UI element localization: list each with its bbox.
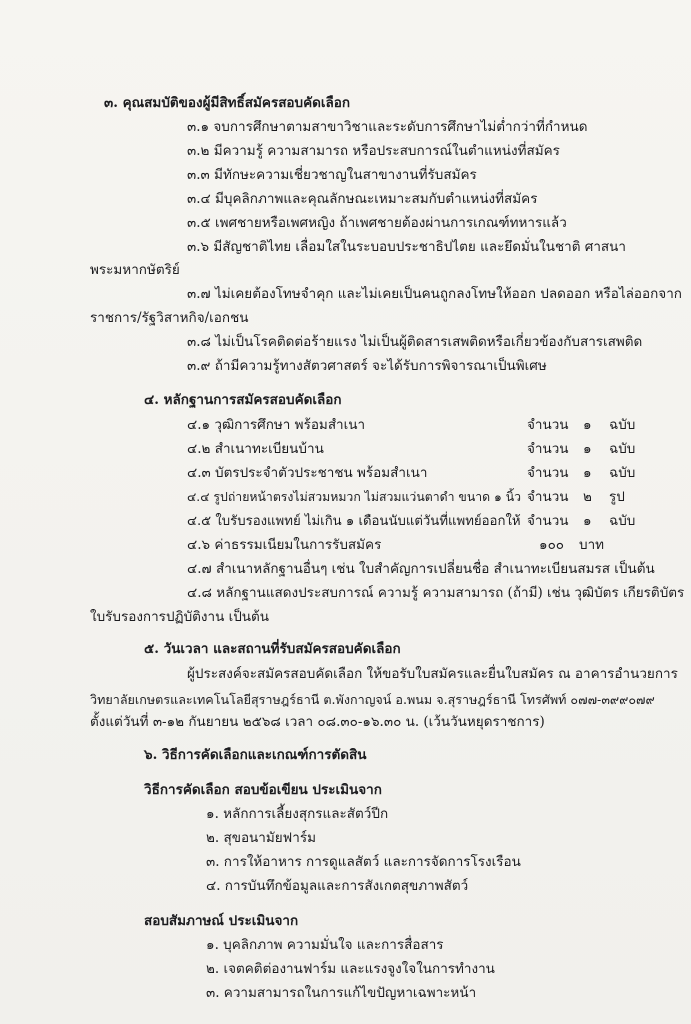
section3-item: ๓.๘ ไม่เป็นโรคติดต่อร้ายแรง ไม่เป็นผู้ติดสารเสพติดหรือเกี่ยวข้องกับสารเสพติด: [187, 334, 643, 350]
written-exam-item: ๔. การบันทึกข้อมูลและการสังเกตสุขภาพสัตว์: [206, 878, 469, 894]
section5-line: ผู้ประสงค์จะสมัครสอบคัดเลือก ให้ขอรับใบสมัครและยื่นใบสมัคร ณ อาคารอำนวยการ: [187, 666, 678, 682]
document-label: ๔.๒ สำเนาทะเบียนบ้าน: [187, 441, 324, 457]
written-exam-heading: วิธีการคัดเลือก สอบข้อเขียน ประเมินจาก: [144, 782, 382, 798]
section4-item-47: ๔.๗ สำเนาหลักฐานอื่นๆ เช่น ใบสำคัญการเปลี่ยนชื่อ สำเนาทะเบียนสมรส เป็นต้น: [187, 561, 655, 577]
section3-item: ๓.๙ ถ้ามีความรู้ทางสัตวศาสตร์ จะได้รับการพิจารณาเป็นพิเศษ: [187, 358, 547, 374]
document-label: ๔.๖ ค่าธรรมเนียมในการรับสมัคร: [187, 537, 382, 553]
document-qty: ๑: [583, 441, 592, 457]
section5-heading: ๕. วันเวลา และสถานที่รับสมัครสอบคัดเลือก: [144, 641, 401, 657]
section3-item-continuation: ราชการ/รัฐวิสาหกิจ/เอกชน: [90, 310, 249, 326]
document-word: จำนวน: [527, 465, 569, 481]
written-exam-item: ๑. หลักการเลี้ยงสุกรและสัตว์ปีก: [206, 806, 389, 822]
document-unit: ฉบับ: [609, 441, 636, 457]
section3-heading: ๓. คุณสมบัติของผู้มีสิทธิ์สมัครสอบคัดเลือก: [104, 95, 351, 111]
document-word: จำนวน: [527, 417, 569, 433]
section4-item-48-continuation: ใบรับรองการปฏิบัติงาน เป็นต้น: [90, 609, 270, 625]
section3-item: ๓.๕ เพศชายหรือเพศหญิง ถ้าเพศชายต้องผ่านการเกณฑ์ทหารแล้ว: [187, 215, 567, 231]
document-qty: ๑: [583, 417, 592, 433]
section4-item-48: ๔.๘ หลักฐานแสดงประสบการณ์ ความรู้ ความสามารถ (ถ้ามี) เช่น วุฒิบัตร เกียรติบัตร: [187, 585, 685, 601]
interview-item: ๒. เจตคติต่องานฟาร์ม และแรงจูงใจในการทำงาน: [206, 961, 495, 977]
document-qty: ๒: [583, 489, 592, 505]
document-qty: ๑๐๐: [539, 537, 565, 553]
document-unit: ฉบับ: [609, 465, 636, 481]
section3-item: ๓.๗ ไม่เคยต้องโทษจำคุก และไม่เคยเป็นคนถูกลงโทษให้ออก ปลดออก หรือไล่ออกจาก: [187, 286, 682, 302]
interview-heading: สอบสัมภาษณ์ ประเมินจาก: [144, 913, 299, 929]
document-qty: ๑: [583, 465, 592, 481]
document-unit: รูป: [609, 489, 625, 505]
document-word: จำนวน: [527, 489, 569, 505]
document-label: ๔.๓ บัตรประจำตัวประชาชน พร้อมสำเนา: [187, 465, 428, 481]
section3-item-continuation: พระมหากษัตริย์: [90, 262, 180, 278]
written-exam-item: ๒. สุขอนามัยฟาร์ม: [206, 830, 316, 846]
document-qty: ๑: [583, 513, 592, 529]
section3-item: ๓.๓ มีทักษะความเชี่ยวชาญในสาขางานที่รับสมัคร: [187, 167, 477, 183]
section5-line: วิทยาลัยเกษตรและเทคโนโลยีสุราษฎร์ธานี ต.พังกาญจน์ อ.พนม จ.สุราษฎร์ธานี โทรศัพท์ ๐๗๗-๓๙๙๐๗๙: [90, 692, 655, 707]
section3-item: ๓.๑ จบการศึกษาตามสาขาวิชาและระดับการศึกษาไม่ต่ำกว่าที่กำหนด: [187, 119, 588, 135]
document-unit: ฉบับ: [609, 417, 636, 433]
document-unit: ฉบับ: [609, 513, 636, 529]
section6-heading: ๖. วิธีการคัดเลือกและเกณฑ์การตัดสิน: [144, 747, 367, 763]
section5-line: ตั้งแต่วันที่ ๓-๑๒ กันยายน ๒๕๖๘ เวลา ๐๘.๓๐-๑๖.๓๐ น. (เว้นวันหยุดราชการ): [90, 714, 545, 730]
document-word: จำนวน: [527, 441, 569, 457]
document-label: ๔.๔ รูปถ่ายหน้าตรงไม่สวมหมวก ไม่สวมแว่นตาดำ ขนาด ๑ นิ้ว: [187, 490, 522, 504]
section3-item: ๓.๖ มีสัญชาติไทย เลื่อมใสในระบอบประชาธิปไตย และยึดมั่นในชาติ ศาสนา: [187, 239, 626, 255]
written-exam-item: ๓. การให้อาหาร การดูแลสัตว์ และการจัดการโรงเรือน: [206, 854, 521, 870]
interview-item: ๑. บุคลิกภาพ ความมั่นใจ และการสื่อสาร: [206, 937, 444, 953]
section3-item: ๓.๔ มีบุคลิกภาพและคุณลักษณะเหมาะสมกับตำแหน่งที่สมัคร: [187, 191, 538, 207]
section4-heading: ๔. หลักฐานการสมัครสอบคัดเลือก: [144, 392, 342, 408]
document-word: จำนวน: [527, 513, 569, 529]
document-label: ๔.๑ วุฒิการศึกษา พร้อมสำเนา: [187, 417, 366, 433]
section3-item: ๓.๒ มีความรู้ ความสามารถ หรือประสบการณ์ในตำแหน่งที่สมัคร: [187, 143, 560, 159]
interview-item: ๓. ความสามารถในการแก้ไขปัญหาเฉพาะหน้า: [206, 985, 477, 1001]
document-unit: บาท: [579, 537, 605, 553]
document-label: ๔.๕ ใบรับรองแพทย์ ไม่เกิน ๑ เดือนนับแต่วันที่แพทย์ออกให้: [187, 514, 521, 529]
